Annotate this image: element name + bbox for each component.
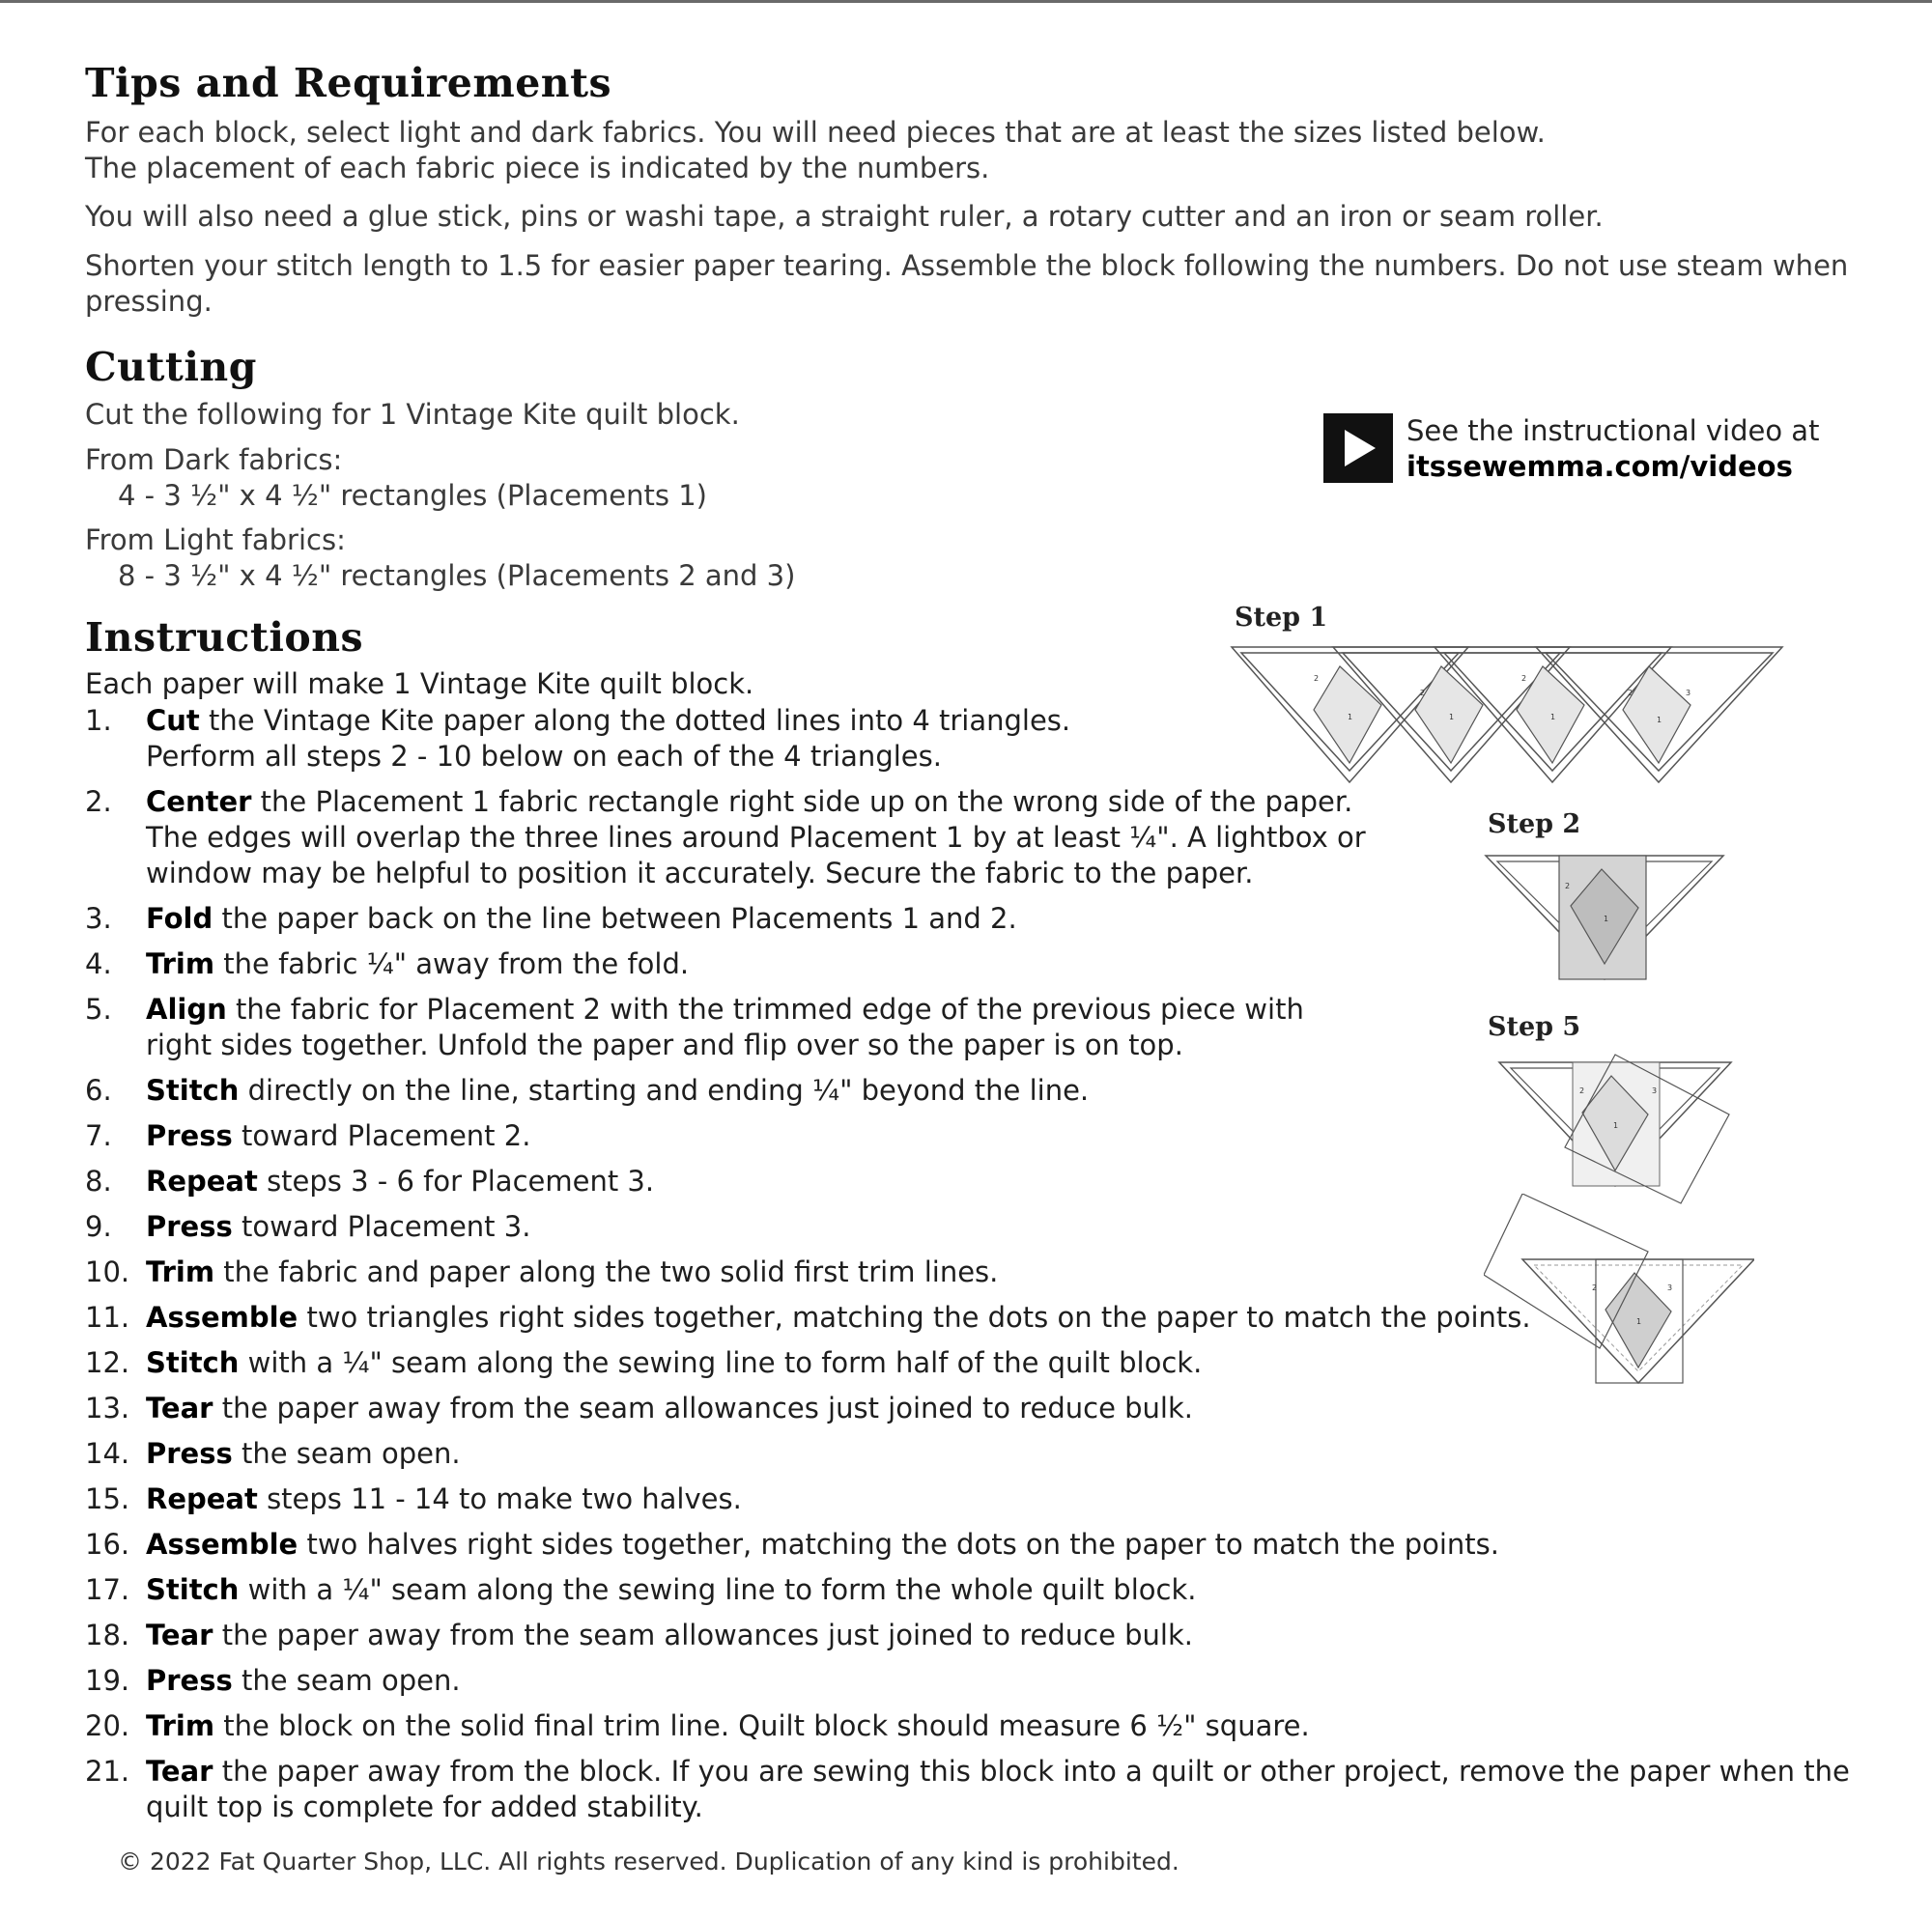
step5b-num-3: 3 [1667, 1283, 1673, 1292]
step1-label: Step 1 [1235, 603, 1328, 633]
step-number: 15. [85, 1482, 130, 1515]
step-number: 4. [85, 947, 112, 980]
step-text [146, 1481, 1911, 1517]
step-action: Press [146, 1437, 233, 1470]
step-action: Tear [146, 1392, 213, 1424]
step1-num-1b: 1 [1449, 713, 1455, 721]
step-detail: toward Placement 3. [232, 1210, 531, 1243]
instruction-step [85, 1481, 1911, 1517]
step-number: 13. [85, 1392, 130, 1424]
step-detail: the paper away from the block. If you are sewing this block into a quilt or other project, remove the paper when the [213, 1755, 1850, 1788]
step-detail: the fabric ¼" away from the fold. [214, 947, 690, 980]
step-action: Repeat [146, 1165, 258, 1198]
step-number: 18. [85, 1619, 130, 1651]
step5b-num-1: 1 [1636, 1317, 1642, 1326]
step-detail: two triangles right sides together, matching the dots on the paper to match the points. [298, 1301, 1531, 1334]
step-action: Press [146, 1210, 233, 1243]
step1-num-3d: 3 [1686, 689, 1691, 697]
step-detail: steps 11 - 14 to make two halves. [257, 1482, 742, 1515]
step-detail: quilt top is complete for added stability. [146, 1791, 703, 1823]
step-detail: steps 3 - 6 for Placement 3. [257, 1165, 655, 1198]
step5-num-1: 1 [1613, 1121, 1619, 1130]
step-action: Trim [146, 1709, 215, 1742]
step2-label: Step 2 [1488, 809, 1581, 839]
step-detail: the paper away from the seam allowances just joined to reduce bulk. [213, 1619, 1193, 1651]
instruction-step [85, 1708, 1911, 1744]
instruction-step [85, 1618, 1911, 1653]
step-number: 17. [85, 1573, 130, 1606]
step-action: Assemble [146, 1528, 298, 1561]
step-number: 5. [85, 993, 112, 1026]
step-action: Align [146, 993, 227, 1026]
step-detail: the seam open. [232, 1437, 461, 1470]
tips-line-2: The placement of each fabric piece is indicated by the numbers. [85, 152, 990, 184]
step-text [146, 1527, 1911, 1563]
step-number: 9. [85, 1210, 112, 1243]
step-text [146, 1754, 1911, 1825]
step-detail: the paper back on the line between Placements 1 and 2. [213, 902, 1017, 935]
step5-label: Step 5 [1488, 1012, 1581, 1042]
step-detail: window may be helpful to position it accurately. Secure the fabric to the paper. [146, 857, 1254, 889]
step2-diagram [1484, 848, 1725, 983]
instruction-step [85, 1754, 1911, 1825]
tips-line-4: Shorten your stitch length to 1.5 for easier paper tearing. Assemble the block following the numbers. Do not use steam when pressing. [85, 249, 1849, 318]
step-detail: with a ¼" seam along the sewing line to form the whole quilt block. [239, 1573, 1197, 1606]
cutting-light-label: From Light fabrics: [85, 523, 346, 556]
play-icon[interactable] [1323, 413, 1393, 483]
step-number: 19. [85, 1664, 130, 1697]
instruction-step [85, 1572, 1911, 1608]
instruction-step [85, 1527, 1911, 1563]
step-action: Press [146, 1664, 233, 1697]
step-action: Press [146, 1119, 233, 1152]
instruction-step [85, 1436, 1911, 1472]
step-number: 10. [85, 1255, 130, 1288]
step-text [146, 1572, 1911, 1608]
step5-num-3: 3 [1652, 1086, 1658, 1095]
step-detail: the paper away from the seam allowances just joined to reduce bulk. [213, 1392, 1193, 1424]
instruction-step [85, 1391, 1911, 1426]
tips-line-1: For each block, select light and dark fabrics. You will need pieces that are at least the sizes listed below. [85, 116, 1546, 149]
step-text [146, 1391, 1911, 1426]
step1-num-2c: 2 [1521, 674, 1527, 683]
step-action: Fold [146, 902, 213, 935]
step-number: 2. [85, 785, 112, 818]
step-number: 1. [85, 704, 112, 737]
cutting-light-item: 8 - 3 ½" x 4 ½" rectangles (Placements 2 and 3) [118, 559, 796, 592]
video-link[interactable]: itssewemma.com/videos [1406, 450, 1793, 483]
step-detail: toward Placement 2. [232, 1119, 531, 1152]
step-text [146, 1436, 1911, 1472]
step-number: 3. [85, 902, 112, 935]
cutting-dark-label: From Dark fabrics: [85, 443, 343, 476]
step-detail: the fabric for Placement 2 with the trimmed edge of the previous piece with [226, 993, 1304, 1026]
cutting-dark-item: 4 - 3 ½" x 4 ½" rectangles (Placements 1) [118, 479, 707, 512]
step-action: Trim [146, 947, 215, 980]
step5-num-2: 2 [1579, 1086, 1585, 1095]
step5b-num-2: 2 [1592, 1283, 1598, 1292]
instructions-heading: Instructions [85, 614, 364, 661]
step-number: 7. [85, 1119, 112, 1152]
instructions-intro: Each paper will make 1 Vintage Kite quilt block. [85, 667, 754, 700]
step-number: 8. [85, 1165, 112, 1198]
step-action: Assemble [146, 1301, 298, 1334]
step-action: Stitch [146, 1074, 240, 1107]
top-border-line [0, 0, 1932, 3]
step-action: Tear [146, 1619, 213, 1651]
step-action: Cut [146, 704, 200, 737]
step-text [146, 1618, 1911, 1653]
step-detail: Perform all steps 2 - 10 below on each of the 4 triangles. [146, 740, 942, 773]
video-text: See the instructional video at [1406, 414, 1820, 447]
step-number: 12. [85, 1346, 130, 1379]
step-detail: right sides together. Unfold the paper and flip over so the paper is on top. [146, 1029, 1183, 1061]
step-number: 6. [85, 1074, 112, 1107]
step-number: 16. [85, 1528, 130, 1561]
step5-diagram [1488, 1053, 1739, 1207]
step-action: Stitch [146, 1573, 240, 1606]
step1-num-1c: 1 [1550, 713, 1556, 721]
cutting-heading: Cutting [85, 344, 257, 390]
step1-num-2b: 2 [1420, 689, 1426, 697]
step-action: Tear [146, 1755, 213, 1788]
step-detail: the fabric and paper along the two solid first trim lines. [214, 1255, 999, 1288]
step-action: Center [146, 785, 252, 818]
step-action: Repeat [146, 1482, 258, 1515]
step-number: 21. [85, 1755, 130, 1788]
step1-num-1a: 1 [1348, 713, 1353, 721]
cutting-intro: Cut the following for 1 Vintage Kite quilt block. [85, 398, 740, 431]
step-number: 20. [85, 1709, 130, 1742]
step1-diagram [1227, 637, 1787, 792]
step-detail: the block on the solid final trim line. Quilt block should measure 6 ½" square. [214, 1709, 1310, 1742]
step-action: Stitch [146, 1346, 240, 1379]
step-action: Trim [146, 1255, 215, 1288]
step1-num-2d: 2 [1628, 689, 1634, 697]
step-detail: the Placement 1 fabric rectangle right side up on the wrong side of the paper. [251, 785, 1353, 818]
step2-num-1: 1 [1604, 915, 1609, 923]
step-detail: The edges will overlap the three lines around Placement 1 by at least ¼". A lightbox or [146, 821, 1366, 854]
step-text [146, 1708, 1911, 1744]
step-detail: the seam open. [232, 1664, 461, 1697]
copyright-text: © 2022 Fat Quarter Shop, LLC. All rights reserved. Duplication of any kind is prohibited. [118, 1847, 1179, 1876]
step-text [146, 1663, 1911, 1699]
instruction-step [85, 1663, 1911, 1699]
step-number: 14. [85, 1437, 130, 1470]
step-detail: with a ¼" seam along the sewing line to form half of the quilt block. [239, 1346, 1203, 1379]
step1-num-1d: 1 [1657, 716, 1662, 724]
step-detail: the Vintage Kite paper along the dotted lines into 4 triangles. [199, 704, 1071, 737]
tips-heading: Tips and Requirements [85, 60, 612, 106]
step-detail: directly on the line, starting and ending ¼" beyond the line. [239, 1074, 1090, 1107]
step1-num-2a: 2 [1314, 674, 1320, 683]
step-detail: two halves right sides together, matching the dots on the paper to match the points. [298, 1528, 1499, 1561]
tips-line-3: You will also need a glue stick, pins or washi tape, a straight ruler, a rotary cutter and an iron or seam roller. [85, 200, 1604, 233]
step-number: 11. [85, 1301, 130, 1334]
step5-diagram-2 [1484, 1194, 1754, 1387]
step2-num-2: 2 [1565, 882, 1571, 890]
